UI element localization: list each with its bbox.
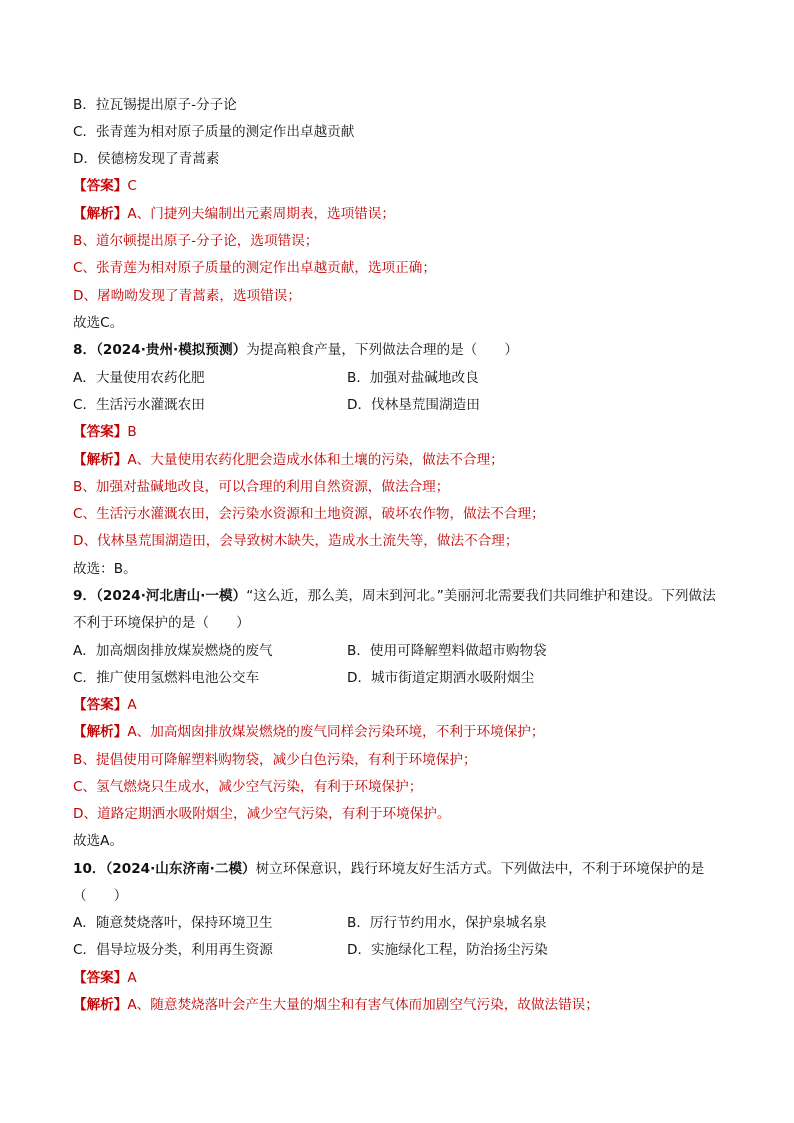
explanation-text: A、大量使用农药化肥会造成水体和土壤的污染，做法不合理；	[127, 452, 504, 468]
q9-answer	[73, 696, 137, 714]
q8-explanation-c: C、生活污水灌溉农田，会污染水资源和土地资源，破坏农作物，做法不合理；	[73, 506, 545, 522]
q9-option-a: A．加高烟囱排放煤炭燃烧的废气	[73, 643, 273, 659]
question-source: （2024·河北唐山·一模）	[96, 588, 247, 604]
answer-value: A	[127, 697, 137, 713]
question-source: （2024·山东济南·二模）	[105, 861, 256, 877]
q8-options-row-2	[73, 396, 480, 414]
explanation-label: 【解析】	[73, 206, 128, 222]
answer-label: 【答案】	[73, 697, 128, 713]
question-text: 树立环保意识，践行环境友好生活方式。下列做法中，不利于环境保护的是	[255, 861, 705, 877]
question-text: “这么近，那么美，周末到河北。”美丽河北需要我们共同维护和建设。下列做法	[246, 588, 716, 604]
q10-option-c: C．倡导垃圾分类，利用再生资源	[73, 942, 273, 958]
q7-option-b: B．拉瓦锡提出原子-分子论	[73, 97, 237, 113]
q8-explanation-b: B、加强对盐碱地改良，可以合理的利用自然资源，做法合理；	[73, 479, 450, 495]
q9-options-row-2	[73, 669, 535, 687]
q8-conclusion: 故选：B。	[73, 561, 137, 577]
question-number: 9．	[73, 588, 97, 604]
q10-explanation-a	[73, 996, 599, 1014]
explanation-label: 【解析】	[73, 452, 128, 468]
q10-options-row-1	[73, 914, 547, 932]
q8-answer	[73, 423, 137, 441]
q8-option-d: D．伐林垦荒围湖造田	[347, 397, 480, 413]
q8-options-row-1	[73, 369, 479, 387]
q8-option-a: A．大量使用农药化肥	[73, 370, 205, 386]
q10-option-d: D．实施绿化工程，防治扬尘污染	[347, 942, 548, 958]
answer-value: C	[127, 178, 137, 194]
explanation-text: A、门捷列夫编制出元素周期表，选项错误；	[127, 206, 395, 222]
explanation-text: A、加高烟囱排放煤炭燃烧的废气同样会污染环境，不利于环境保护；	[127, 724, 545, 740]
q10-stem-line-1	[73, 860, 704, 878]
explanation-text: A、随意焚烧落叶会产生大量的烟尘和有害气体而加剧空气污染，故做法错误；	[127, 997, 599, 1013]
q7-explanation-c: C、张青莲为相对原子质量的测定作出卓越贡献，选项正确；	[73, 260, 436, 276]
q9-stem-line-2: 不利于环境保护的是（ ）	[73, 615, 250, 631]
question-source: （2024·贵州·模拟预测）	[96, 342, 247, 358]
q7-explanation-b: B、道尔顿提出原子-分子论，选项错误；	[73, 233, 319, 249]
q7-explanation-a	[73, 205, 395, 223]
q9-explanation-d: D、道路定期洒水吸附烟尘，减少空气污染，有利于环境保护。	[73, 806, 451, 822]
q7-option-c: C．张青莲为相对原子质量的测定作出卓越贡献	[73, 124, 355, 140]
question-text: 为提高粮食产量，下列做法合理的是（ ）	[246, 342, 519, 358]
q8-option-b: B．加强对盐碱地改良	[347, 370, 479, 386]
q10-answer	[73, 969, 137, 987]
q8-option-c: C．生活污水灌溉农田	[73, 397, 205, 413]
q9-stem-line-1	[73, 587, 716, 605]
q9-explanation-c: C、氢气燃烧只生成水，减少空气污染，有利于环境保护；	[73, 779, 423, 795]
q10-options-row-2	[73, 941, 548, 959]
answer-value: A	[127, 970, 137, 986]
question-number: 10．	[73, 861, 106, 877]
answer-value: B	[127, 424, 137, 440]
q9-explanation-a	[73, 723, 545, 741]
q8-explanation-d: D、伐林垦荒围湖造田，会导致树木缺失，造成水土流失等，做法不合理；	[73, 533, 519, 549]
q9-option-d: D．城市街道定期洒水吸附烟尘	[347, 670, 535, 686]
q7-answer	[73, 177, 137, 195]
q10-option-a: A．随意焚烧落叶，保持环境卫生	[73, 915, 273, 931]
answer-label: 【答案】	[73, 970, 128, 986]
q10-stem-line-2: （ ）	[73, 888, 128, 904]
q9-option-c: C．推广使用氢燃料电池公交车	[73, 670, 260, 686]
q9-options-row-1	[73, 642, 547, 660]
explanation-label: 【解析】	[73, 997, 128, 1013]
q9-option-b: B．使用可降解塑料做超市购物袋	[347, 643, 547, 659]
answer-label: 【答案】	[73, 178, 128, 194]
q7-explanation-d: D、屠呦呦发现了青蒿素，选项错误；	[73, 288, 301, 304]
question-number: 8．	[73, 342, 97, 358]
q9-conclusion: 故选A。	[73, 833, 124, 849]
q9-explanation-b: B、提倡使用可降解塑料购物袋，减少白色污染，有利于环境保护；	[73, 752, 477, 768]
q8-stem	[73, 341, 518, 359]
answer-label: 【答案】	[73, 424, 128, 440]
q10-option-b: B．厉行节约用水，保护泉城名泉	[347, 915, 547, 931]
q8-explanation-a	[73, 451, 504, 469]
q7-conclusion: 故选C。	[73, 315, 124, 331]
explanation-label: 【解析】	[73, 724, 128, 740]
q7-option-d: D．侯德榜发现了青蒿素	[73, 151, 220, 167]
